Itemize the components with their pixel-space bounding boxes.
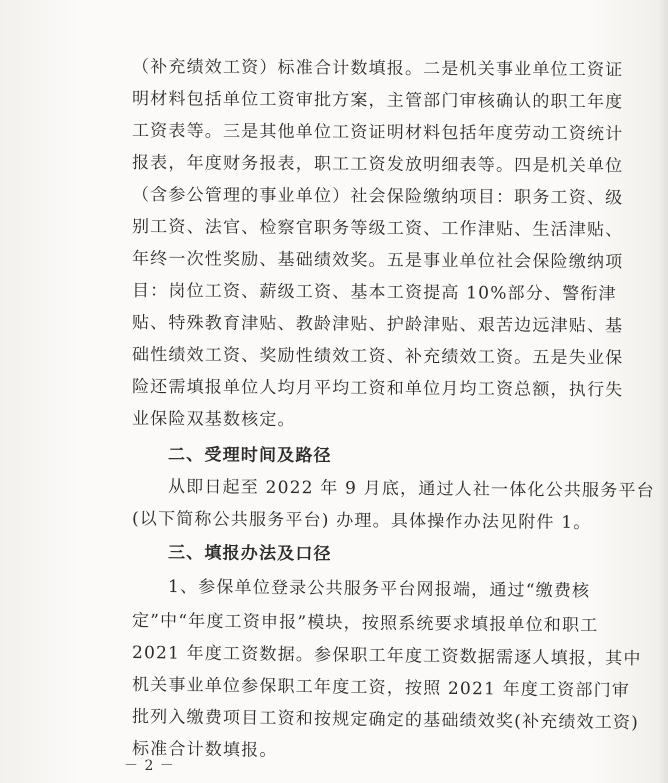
body-line-5: （含参公管理的事业单位）社会保险缴纳项目：职务工资、级	[131, 185, 624, 209]
body-line-18: 机关事业单位参保职工年度工资，按照 2021 年度工资部门审	[131, 675, 631, 702]
body-line-20: 标准合计数填报。	[131, 739, 278, 761]
page-edge-shadow	[658, 0, 668, 783]
body-line-16: 定”中“年度工资申报”模块，按照系统要求填报单位和职工	[131, 611, 599, 636]
body-line-8: 目：岗位工资、薪级工资、基本工资提高 10%部分、警衔津	[131, 281, 617, 305]
body-line-7: 年终一次性奖励、基础绩效奖。五是事业单位社会保险缴纳项	[131, 249, 624, 273]
body-line-12: 业保险双基数核定。	[131, 409, 296, 431]
body-line-19: 批列入缴费项目工资和按规定确定的基础绩效奖(补充绩效工资)	[131, 707, 640, 734]
body-line-11: 险还需填报单位人均月平均工资和单位月均工资总额，执行失	[131, 377, 624, 401]
body-line-13: 从即日起至 2022 年 9 月底，通过人社一体化公共服务平台	[167, 477, 655, 502]
page-number: － 2 －	[124, 758, 175, 774]
body-line-10: 础性绩效工资、奖励性绩效工资、补充绩效工资。五是失业保	[131, 345, 624, 369]
body-line-17: 2021 年度工资数据。参保职工年度工资数据需逐人填报，其中	[131, 643, 642, 670]
section-heading-filing-method: 三、填报办法及口径	[167, 543, 332, 565]
body-line-2: 明材料包括单位工资审批方案，主管部门审核确认的职工年度	[131, 89, 624, 113]
body-line-4: 报表，年度财务报表，职工工资发放明细表等。四是机关单位	[131, 153, 624, 177]
section-heading-acceptance: 二、受理时间及路径	[167, 445, 332, 467]
body-line-6: 别工资、法官、检察官职务等级工资、工作津贴、生活津贴、	[131, 217, 624, 241]
body-line-9: 贴、特殊教育津贴、教龄津贴、护龄津贴、艰苦边远津贴、基	[131, 313, 624, 337]
body-line-3: 工资表等。三是其他单位工资证明材料包括年度劳动工资统计	[131, 121, 624, 145]
body-line-14: (以下简称公共服务平台) 办理。具体操作办法见附件 1。	[131, 509, 592, 534]
body-line-15: 1、参保单位登录公共服务平台网报端，通过“缴费核	[167, 577, 591, 602]
body-line-1: （补充绩效工资）标准合计数填报。二是机关事业单位工资证	[131, 57, 624, 81]
